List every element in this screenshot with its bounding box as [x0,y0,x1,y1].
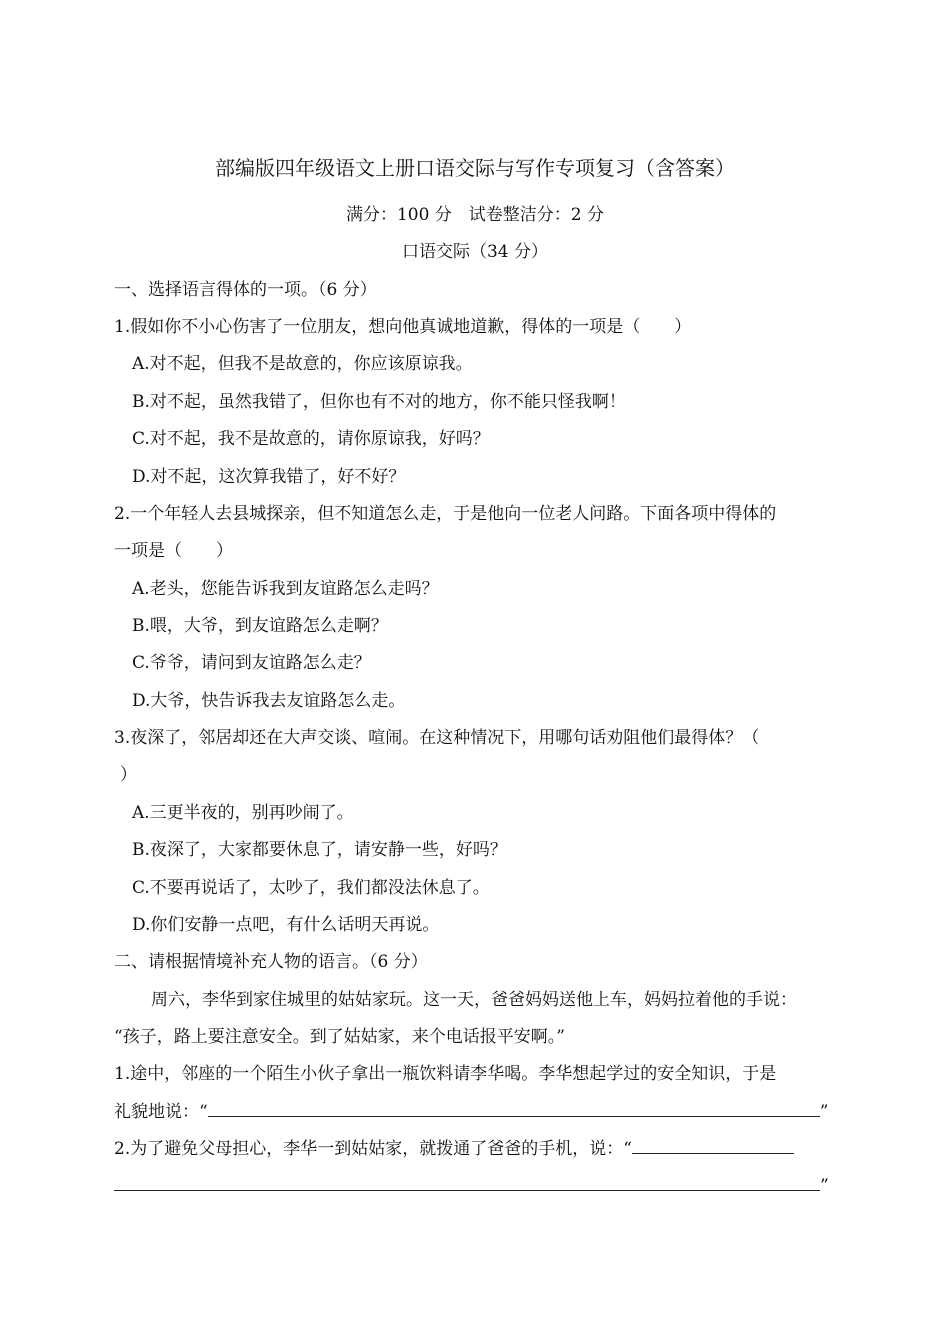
question-3-option-a: A.三更半夜的，别再吵闹了。 [132,803,354,823]
part2-heading: 二、请根据情境补充人物的语言。（6 分） [114,952,428,972]
part2-question-2-line2 [114,1174,829,1198]
part1-heading: 一、选择语言得体的一项。（6 分） [114,280,377,300]
part2-question-2-prefix: 2.为了避免父母担心，李华一到姑姑家，就拨通了爸爸的手机，说：“ [114,1139,632,1159]
question-3-stem-line1: 3.夜深了，邻居却还在大声交谈、喧闹。在这种情况下，用哪句话劝阻他们最得体？（ [114,728,760,748]
part2-question-2-line1 [114,1137,794,1161]
answer-blank-2a[interactable] [632,1137,794,1154]
question-2-option-a: A.老头，您能告诉我到友谊路怎么走吗？ [132,579,439,599]
question-3-stem-line2: ） [120,765,137,785]
question-1-option-d: D.对不起，这次算我错了，好不好？ [132,467,406,487]
scenario-line2: “孩子，路上要注意安全。到了姑姑家，来个电话报平安啊。” [114,1027,565,1047]
question-3-option-b: B.夜深了，大家都要休息了，请安静一些，好吗？ [132,840,507,860]
question-3-option-c: C.不要再说话了，太吵了，我们都没法休息了。 [132,878,490,898]
part2-question-1-line1: 1.途中，邻座的一个陌生小伙子拿出一瓶饮料请李华喝。李华想起学过的安全知识，于是 [114,1064,777,1084]
question-3-option-d: D.你们安静一点吧，有什么话明天再说。 [132,915,440,935]
document-title: 部编版四年级语文上册口语交际与写作专项复习（含答案） [215,156,735,180]
question-1-option-a: A.对不起，但我不是故意的，你应该原谅我。 [132,354,473,374]
scenario-line1: 周六，李华到家住城里的姑姑家玩。这一天，爸爸妈妈送他上车，妈妈拉着他的手说： [151,990,797,1010]
part2-question-1-prefix: 礼貌地说：“ [114,1102,208,1122]
part2-question-1-line2 [114,1100,828,1124]
question-2-option-d: D.大爷，快告诉我去友谊路怎么走。 [132,691,406,711]
section-heading-oral: 口语交际（34 分） [401,242,549,262]
question-1-option-c: C.对不起，我不是故意的，请你原谅我，好吗？ [132,429,490,449]
part2-question-1-suffix: ” [819,1102,829,1122]
question-2-option-b: B.喂，大爷，到友谊路怎么走啊？ [132,616,388,636]
answer-blank-2b[interactable] [114,1174,820,1191]
question-2-stem-line2: 一项是（ ） [114,541,233,561]
question-2-option-c: C.爷爷，请问到友谊路怎么走？ [132,653,371,673]
question-1-stem: 1.假如你不小心伤害了一位朋友，想向他真诚地道歉，得体的一项是（ ） [114,317,692,337]
question-2-stem-line1: 2.一个年轻人去县城探亲，但不知道怎么走，于是他向一位老人问路。下面各项中得体的 [114,504,777,524]
score-line: 满分：100 分 试卷整洁分：2 分 [345,205,605,225]
part2-question-2-suffix: ” [820,1176,829,1196]
question-1-option-b: B.对不起，虽然我错了，但你也有不对的地方，你不能只怪我啊！ [132,392,626,412]
answer-blank-1[interactable] [208,1100,820,1117]
